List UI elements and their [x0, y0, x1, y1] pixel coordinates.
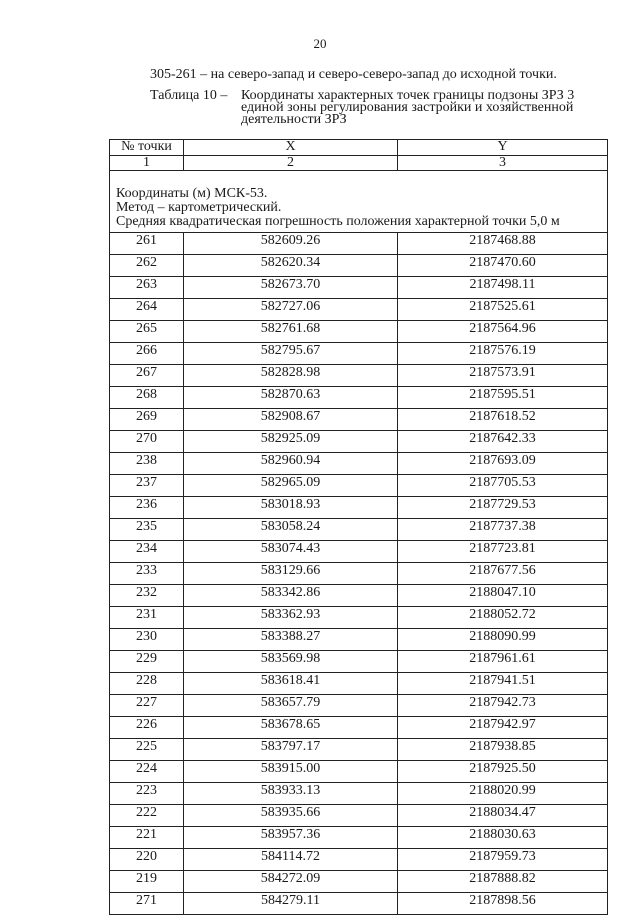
cell-y: 2187595.51: [398, 387, 608, 409]
cell-x: 582609.26: [184, 233, 398, 255]
cell-point-number: 231: [110, 607, 184, 629]
cell-point-number: 261: [110, 233, 184, 255]
table-row: [110, 893, 608, 915]
table-row: [110, 783, 608, 805]
cell-y: 2187942.97: [398, 717, 608, 739]
cell-y: 2188052.72: [398, 607, 608, 629]
cell-y: 2188030.63: [398, 827, 608, 849]
cell-x: 582965.09: [184, 475, 398, 497]
cell-y: 2187564.96: [398, 321, 608, 343]
column-number-2: 2: [184, 156, 398, 171]
cell-point-number: 225: [110, 739, 184, 761]
cell-y: 2188020.99: [398, 783, 608, 805]
cell-point-number: 226: [110, 717, 184, 739]
cell-x: 582908.67: [184, 409, 398, 431]
cell-point-number: 234: [110, 541, 184, 563]
cell-y: 2187925.50: [398, 761, 608, 783]
cell-point-number: 235: [110, 519, 184, 541]
cell-y: 2187525.61: [398, 299, 608, 321]
cell-point-number: 221: [110, 827, 184, 849]
cell-point-number: 262: [110, 255, 184, 277]
table-row: [110, 299, 608, 321]
cell-y: 2187468.88: [398, 233, 608, 255]
cell-y: 2187642.33: [398, 431, 608, 453]
info-coordinate-system: Координаты (м) МСК-53.: [116, 186, 268, 201]
cell-y: 2187961.61: [398, 651, 608, 673]
cell-y: 2187705.53: [398, 475, 608, 497]
cell-y: 2187942.73: [398, 695, 608, 717]
table-row: [110, 387, 608, 409]
cell-point-number: 270: [110, 431, 184, 453]
column-number-row: [110, 156, 608, 171]
cell-point-number: 233: [110, 563, 184, 585]
cell-x: 583678.65: [184, 717, 398, 739]
cell-x: 582828.98: [184, 365, 398, 387]
cell-y: 2187576.19: [398, 343, 608, 365]
cell-x: 583388.27: [184, 629, 398, 651]
page-number: 20: [313, 36, 327, 51]
table-row: [110, 849, 608, 871]
cell-x: 584279.11: [184, 893, 398, 915]
cell-x: 583957.36: [184, 827, 398, 849]
cell-y: 2187938.85: [398, 739, 608, 761]
cell-x: 583018.93: [184, 497, 398, 519]
cell-point-number: 271: [110, 893, 184, 915]
table-row: [110, 365, 608, 387]
cell-y: 2187573.91: [398, 365, 608, 387]
cell-point-number: 238: [110, 453, 184, 475]
info-method: Метод – картометрический.: [116, 200, 282, 215]
table-row: [110, 475, 608, 497]
cell-x: 583915.00: [184, 761, 398, 783]
cell-point-number: 224: [110, 761, 184, 783]
cell-x: 582870.63: [184, 387, 398, 409]
cell-point-number: 269: [110, 409, 184, 431]
cell-x: 583074.43: [184, 541, 398, 563]
cell-y: 2187498.11: [398, 277, 608, 299]
table-row: [110, 651, 608, 673]
cell-x: 582620.34: [184, 255, 398, 277]
table-row: [110, 343, 608, 365]
cell-x: 582761.68: [184, 321, 398, 343]
cell-point-number: 268: [110, 387, 184, 409]
info-accuracy: Средняя квадратическая погрешность положения характерной точки 5,0 м: [116, 214, 560, 229]
cell-point-number: 263: [110, 277, 184, 299]
table-info-row: [110, 171, 608, 233]
cell-point-number: 236: [110, 497, 184, 519]
cell-y: 2187693.09: [398, 453, 608, 475]
cell-y: 2187959.73: [398, 849, 608, 871]
table-row: [110, 453, 608, 475]
table-row: [110, 673, 608, 695]
cell-x: 583618.41: [184, 673, 398, 695]
cell-point-number: 232: [110, 585, 184, 607]
cell-x: 583657.79: [184, 695, 398, 717]
table-row: [110, 563, 608, 585]
cell-y: 2187470.60: [398, 255, 608, 277]
cell-x: 583129.66: [184, 563, 398, 585]
cell-point-number: 223: [110, 783, 184, 805]
header-x: X: [184, 140, 398, 156]
table-row: [110, 629, 608, 651]
table-row: [110, 585, 608, 607]
table-row: [110, 519, 608, 541]
cell-point-number: 220: [110, 849, 184, 871]
table-row: [110, 233, 608, 255]
cell-point-number: 267: [110, 365, 184, 387]
table-row: [110, 541, 608, 563]
cell-point-number: 264: [110, 299, 184, 321]
header-point-number: № точки: [110, 140, 184, 156]
cell-x: 583058.24: [184, 519, 398, 541]
cell-x: 584114.72: [184, 849, 398, 871]
cell-x: 583342.86: [184, 585, 398, 607]
table-row: [110, 761, 608, 783]
cell-x: 582960.94: [184, 453, 398, 475]
cell-x: 582925.09: [184, 431, 398, 453]
table-row: [110, 321, 608, 343]
table-row: [110, 871, 608, 893]
table-row: [110, 607, 608, 629]
cell-x: 582673.70: [184, 277, 398, 299]
table-row: [110, 409, 608, 431]
cell-x: 583797.17: [184, 739, 398, 761]
table-row: [110, 497, 608, 519]
intro-line: 305-261 – на северо-запад и северо-северо-запад до исходной точки.: [150, 67, 557, 82]
cell-x: 583933.13: [184, 783, 398, 805]
cell-point-number: 266: [110, 343, 184, 365]
table-header-row: [110, 140, 608, 156]
table-row: [110, 827, 608, 849]
table-row: [110, 277, 608, 299]
table-row: [110, 431, 608, 453]
cell-y: 2188047.10: [398, 585, 608, 607]
cell-x: 583569.98: [184, 651, 398, 673]
column-number-1: 1: [110, 156, 184, 171]
cell-x: 582727.06: [184, 299, 398, 321]
cell-y: 2187888.82: [398, 871, 608, 893]
header-y: Y: [398, 140, 608, 156]
cell-y: 2187737.38: [398, 519, 608, 541]
cell-point-number: 219: [110, 871, 184, 893]
table-row: [110, 739, 608, 761]
cell-y: 2187941.51: [398, 673, 608, 695]
cell-y: 2188090.99: [398, 629, 608, 651]
cell-y: 2187618.52: [398, 409, 608, 431]
cell-point-number: 230: [110, 629, 184, 651]
cell-x: 583362.93: [184, 607, 398, 629]
table-row: [110, 805, 608, 827]
table-caption-label: Таблица 10 –: [150, 88, 228, 103]
table-row: [110, 695, 608, 717]
table-row: [110, 255, 608, 277]
cell-x: 582795.67: [184, 343, 398, 365]
cell-y: 2187729.53: [398, 497, 608, 519]
cell-y: 2187723.81: [398, 541, 608, 563]
cell-point-number: 227: [110, 695, 184, 717]
cell-y: 2187898.56: [398, 893, 608, 915]
coordinates-table: [109, 139, 608, 915]
cell-point-number: 222: [110, 805, 184, 827]
cell-point-number: 228: [110, 673, 184, 695]
table-row: [110, 717, 608, 739]
cell-y: 2187677.56: [398, 563, 608, 585]
cell-x: 583935.66: [184, 805, 398, 827]
cell-y: 2188034.47: [398, 805, 608, 827]
column-number-3: 3: [398, 156, 608, 171]
cell-x: 584272.09: [184, 871, 398, 893]
cell-point-number: 265: [110, 321, 184, 343]
cell-point-number: 229: [110, 651, 184, 673]
cell-point-number: 237: [110, 475, 184, 497]
table-caption-text: Координаты характерных точек границы подзоны ЗРЗ 3 единой зоны регулирования застройки и хозяйственной деятельности ЗРЗ: [241, 88, 575, 127]
table-info-cell: [110, 171, 608, 233]
